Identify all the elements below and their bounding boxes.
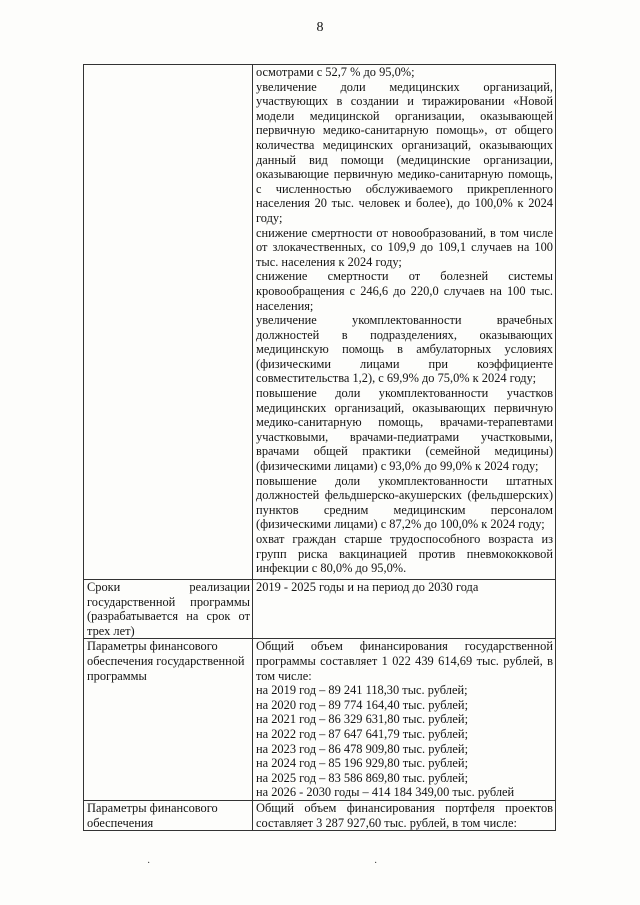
- portfolio-funding-value: Общий объем финансирования портфеля проектов составляет 3 287 927,60 тыс. рублей, в том числе:: [256, 800, 553, 830]
- row-label-cell: [84, 639, 253, 801]
- program-passport-table: [83, 64, 556, 831]
- table-row-terms: [84, 580, 556, 639]
- target-item: снижение смертности от новообразований, в том числе от злокачественных, со 109,9 до 109,1 случаев на 100 тыс. населения к 2024 году;: [256, 225, 553, 269]
- table-row-targets: [84, 65, 556, 580]
- table-row-portfolio-funding: [84, 800, 556, 830]
- terms-label: Сроки реализации государственной программы (разрабатывается на срок от трех лет): [87, 580, 250, 638]
- funding-year-item: на 2019 год – 89 241 118,30 тыс. рублей;: [256, 683, 468, 698]
- portfolio-funding-label: Параметры финансового обеспечения: [87, 800, 218, 830]
- funding-year-item: на 2020 год – 89 774 164,40 тыс. рублей;: [256, 697, 469, 712]
- target-item: увеличение укомплектованности врачебных должностей в подразделениях, оказывающих медицинскую помощь в амбулаторных условиях (физическими лицами при коэффициенте совместительства 1,2), с 69,9% до 75,0% к 2024 году;: [256, 313, 553, 386]
- table-row-funding: [84, 639, 556, 801]
- funding-label: Параметры финансового обеспечения государственной программы: [87, 639, 245, 683]
- target-item: увеличение доли медицинских организаций, участвующих в создании и тиражировании «Новой модели медицинской организации, оказывающей первичную медико-санитарную помощь», от общего количества медицинских организаций, оказывающих данный вид помощи (медицинские организации, оказывающие первичную медико-санитарную помощь, с численностью обслуживаемого прикрепленного населения 20 тыс. человек и более), до 100,0% к 2024 году;: [256, 79, 553, 225]
- scan-speck: ·: [374, 858, 378, 869]
- row-label-cell: [84, 580, 253, 639]
- funding-value-cell: [253, 639, 556, 801]
- targets-cell: [253, 65, 556, 580]
- row-label-cell: [84, 800, 253, 830]
- terms-value: 2019 - 2025 годы и на период до 2030 года: [256, 580, 479, 594]
- funding-year-item: на 2025 год – 83 586 869,80 тыс. рублей;: [256, 770, 469, 785]
- funding-year-item: на 2024 год – 85 196 929,80 тыс. рублей;: [256, 756, 469, 771]
- funding-year-item: на 2026 - 2030 годы – 414 184 349,00 тыс. рублей: [256, 785, 515, 800]
- portfolio-funding-value-cell: [253, 800, 556, 830]
- row-label-cell: [84, 65, 253, 580]
- page-number: 8: [316, 20, 324, 35]
- scan-speck: ·: [147, 858, 151, 869]
- funding-year-item: на 2023 год – 86 478 909,80 тыс. рублей;: [256, 741, 469, 756]
- funding-total: Общий объем финансирования государственной программы составляет 1 022 439 614,69 тыс. рублей, в том числе:: [256, 639, 553, 683]
- target-item: снижение смертности от болезней системы кровообращения с 246,6 до 220,0 случаев на 100 тыс. населения;: [256, 269, 553, 313]
- target-item: повышение доли укомплектованности штатных должностей фельдшерско-акушерских (фельдшерских) пунктов средним медицинским персоналом (физическими лицами) с 87,2% до 100,0% к 2024 году;: [256, 473, 553, 532]
- funding-year-item: на 2022 год – 87 647 641,79 тыс. рублей;: [256, 726, 469, 741]
- funding-year-item: на 2021 год – 86 329 631,80 тыс. рублей;: [256, 712, 469, 727]
- terms-value-cell: [253, 580, 556, 639]
- target-item: повышение доли укомплектованности участков медицинских организаций, оказывающих первичную медико-санитарную помощь, врачами-терапевтами участковыми, врачами-педиатрами участковыми, врачами общей практики (семейной медицины) (физическими лицами) с 93,0% до 99,0% к 2024 году;: [256, 386, 553, 474]
- target-item: осмотрами с 52,7 % до 95,0%;: [256, 65, 415, 79]
- target-item: охват граждан старше трудоспособного возраста из групп риска вакцинацией против пневмококковой инфекции с 80,0% до 95,0%.: [256, 532, 553, 576]
